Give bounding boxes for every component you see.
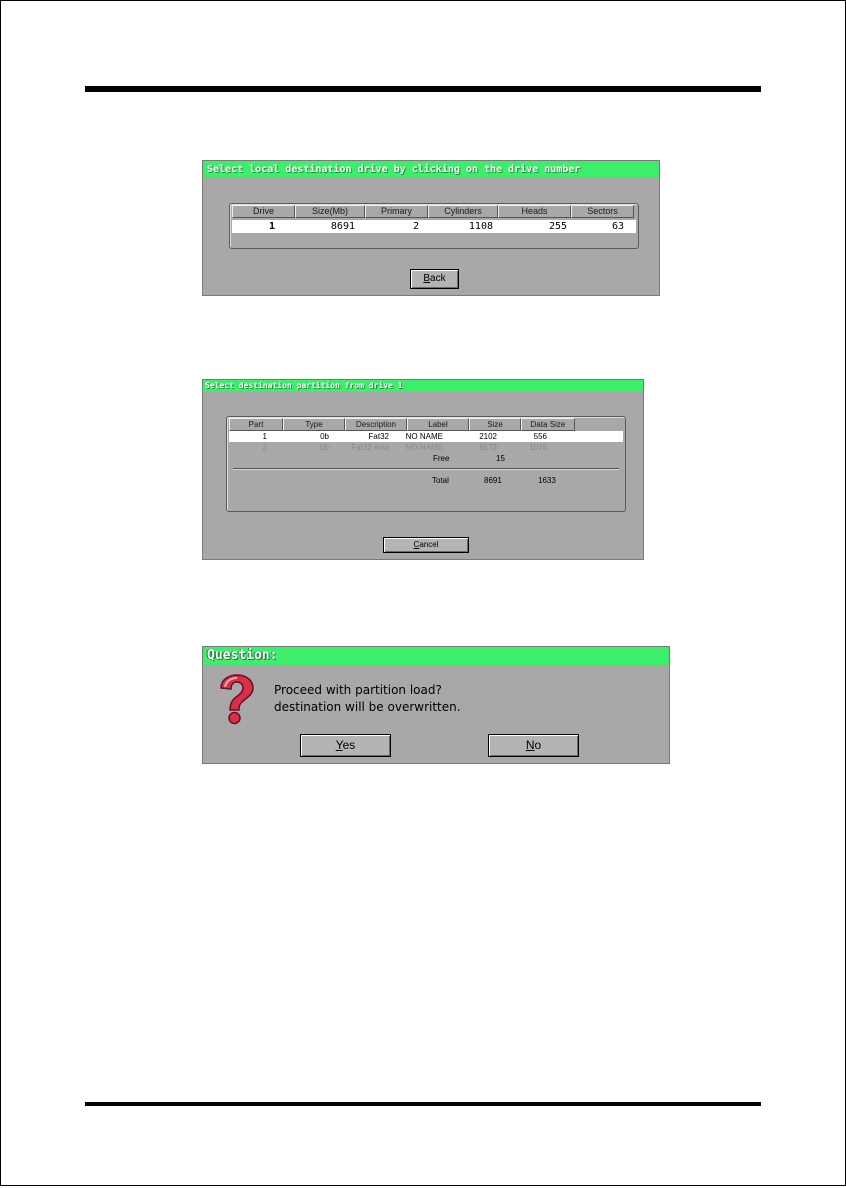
column-header-type[interactable]: Type [283, 418, 345, 431]
cell-label: NO NAME [405, 432, 443, 441]
question-dialog [202, 646, 670, 764]
cell-drive: 1 [268, 221, 275, 232]
column-header-description[interactable]: Description [345, 418, 407, 431]
header-rule [85, 86, 761, 92]
column-header-label[interactable]: Label [407, 418, 469, 431]
cell-description: Fat32 [368, 432, 389, 441]
cell-primary: 2 [412, 221, 419, 232]
drive-list-panel [229, 203, 639, 249]
cell-type: 0b [320, 432, 329, 441]
cell-data-size: 1076 [529, 443, 547, 452]
cell-data-size: 556 [533, 432, 547, 441]
yes-button[interactable]: Yes [300, 734, 391, 757]
column-header-part[interactable]: Part [229, 418, 283, 431]
no-button[interactable]: No [488, 734, 579, 757]
cell-type: 0b [320, 443, 329, 452]
footer-rule [85, 1102, 761, 1106]
total-data-size: 1633 [538, 476, 556, 485]
column-header-size[interactable]: Size [469, 418, 521, 431]
cell-size: 6573 [479, 443, 497, 452]
cell-size: 2102 [479, 432, 497, 441]
column-header-heads[interactable]: Heads [498, 205, 571, 218]
column-header-sectors[interactable]: Sectors [571, 205, 634, 218]
total-size: 8691 [484, 476, 502, 485]
cell-heads: 255 [548, 221, 567, 232]
partition-list-panel [226, 416, 626, 512]
dialog-title: Select destination partition from drive 1 [203, 380, 643, 392]
back-button[interactable]: Back [410, 269, 459, 289]
cell-cylinders: 1108 [468, 221, 493, 232]
cell-label: NO NAME [405, 443, 443, 452]
dialog-title: Select local destination drive by clicking on the drive number [203, 161, 659, 178]
table-divider [233, 468, 619, 469]
drive-table-header [232, 205, 636, 218]
partition-table-header [229, 418, 623, 431]
column-header-size[interactable]: Size(Mb) [295, 205, 365, 218]
cell-part: 1 [262, 432, 267, 441]
cell-description: Fat32 extd [351, 443, 389, 452]
cell-part: 2 [262, 443, 267, 452]
cell-sectors: 63 [611, 221, 624, 232]
dialog-title: Question: [203, 647, 669, 665]
free-label: Free [433, 454, 450, 463]
drive-select-dialog [202, 160, 660, 296]
column-header-cylinders[interactable]: Cylinders [428, 205, 498, 218]
cancel-button[interactable]: Cancel [383, 537, 469, 553]
question-message-line-2: destination will be overwritten. [274, 700, 461, 714]
column-header-primary[interactable]: Primary [365, 205, 428, 218]
column-header-drive[interactable]: Drive [232, 205, 295, 218]
partition-row[interactable] [229, 442, 623, 453]
question-mark-icon [215, 674, 257, 726]
drive-row[interactable] [232, 220, 636, 233]
cell-size: 8691 [330, 221, 355, 232]
partition-row-selected[interactable] [229, 431, 623, 442]
question-message-line-1: Proceed with partition load? [274, 683, 442, 697]
total-label: Total [432, 476, 449, 485]
free-size: 15 [496, 454, 505, 463]
column-header-data-size[interactable]: Data Size [521, 418, 575, 431]
partition-select-dialog [202, 379, 644, 560]
